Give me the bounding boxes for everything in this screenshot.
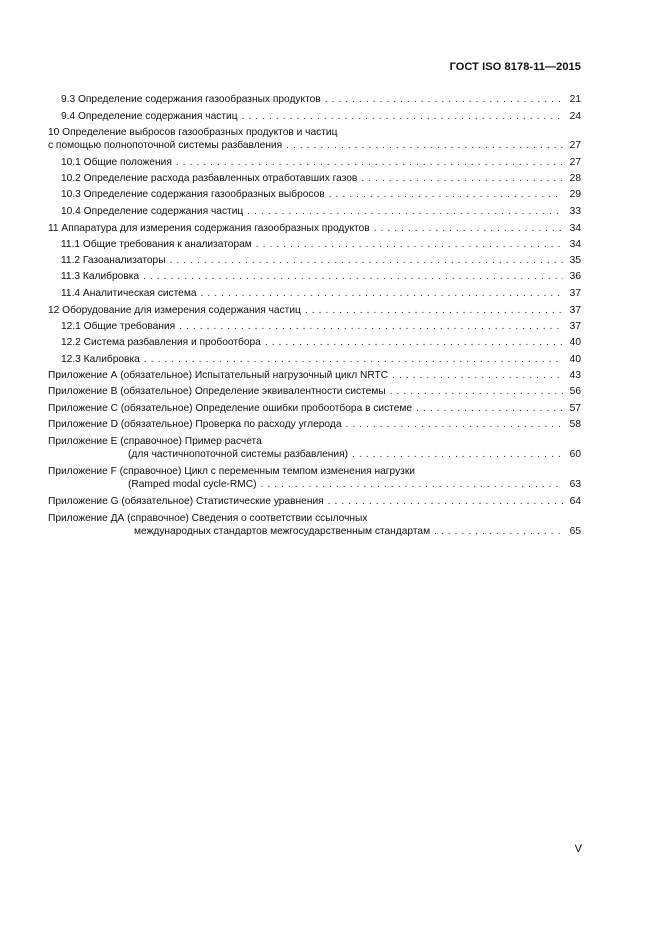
- leader-dots: [305, 304, 563, 317]
- toc-page-number: 37: [569, 305, 581, 316]
- leader-dots: [176, 156, 563, 169]
- toc-entry-title: Приложение В (обязательное) Определение эквивалентности системы: [48, 386, 386, 397]
- toc-page-number: 33: [569, 206, 581, 217]
- toc-entry-11-3[interactable]: [61, 270, 581, 283]
- toc-entry-9-4[interactable]: [61, 110, 581, 123]
- toc-page-number: 24: [569, 111, 581, 122]
- toc-page-number: 63: [569, 479, 581, 490]
- toc-page-number: 65: [569, 526, 581, 537]
- toc-entry-title: 11.4 Аналитическая система: [61, 288, 197, 299]
- toc-page-number: 37: [569, 288, 581, 299]
- toc-entry-12-2[interactable]: [61, 336, 581, 349]
- toc-entry-annex-f[interactable]: [48, 465, 581, 491]
- toc-page-number: 36: [569, 271, 581, 282]
- toc-page-number: 56: [569, 386, 581, 397]
- toc-entry-annex-g[interactable]: [48, 495, 581, 508]
- leader-dots: [416, 402, 563, 415]
- leader-dots: [201, 287, 563, 300]
- leader-dots: [361, 172, 563, 185]
- toc-page-number: 29: [569, 189, 581, 200]
- toc-entry-10-3[interactable]: [61, 188, 581, 201]
- leader-dots: [329, 188, 563, 201]
- toc-page-number: 35: [569, 255, 581, 266]
- toc-entry-title: Приложение G (обязательное) Статистические уравнения: [48, 496, 324, 507]
- toc-entry-title: 11.3 Калибровка: [61, 271, 140, 282]
- toc-page-number: 40: [569, 337, 581, 348]
- toc-entry-title: Приложение ДА (справочное) Сведения о соответствии ссылочных: [48, 513, 368, 524]
- toc-entry-title: Приложение А (обязательное) Испытательный нагрузочный цикл NRTC: [48, 370, 389, 381]
- page-number-footer: V: [574, 843, 582, 855]
- toc-page-number: 43: [569, 370, 581, 381]
- toc-entry-title: 10.2 Определение расхода разбавленных отработавших газов: [61, 173, 358, 184]
- leader-dots: [247, 205, 563, 218]
- toc-page-number: 40: [569, 354, 581, 365]
- toc-page-number: 27: [569, 140, 581, 151]
- toc-page-number: 64: [569, 496, 581, 507]
- toc-entry-annex-b[interactable]: [48, 385, 581, 398]
- toc-entry-title: Приложение D (обязательное) Проверка по расходу углерода: [48, 419, 342, 430]
- leader-dots: [256, 238, 563, 251]
- toc-entry-title: 10.1 Общие положения: [61, 157, 172, 168]
- toc-entry-title: 11.2 Газоанализаторы: [61, 255, 166, 266]
- leader-dots: [374, 222, 563, 235]
- leader-dots: [325, 93, 563, 106]
- toc-entry-annex-da[interactable]: [48, 512, 581, 538]
- toc-entry-10-4[interactable]: [61, 205, 581, 218]
- toc-entry-title: 10.4 Определение содержания частиц: [61, 206, 244, 217]
- leader-dots: [390, 385, 563, 398]
- leader-dots: [345, 418, 563, 431]
- toc-entry-title: 11 Аппаратура для измерения содержания газообразных продуктов: [48, 223, 370, 234]
- toc-entry-title-continued: (для частичнопоточной системы разбавления): [128, 449, 349, 460]
- document-header: ГОСТ ISO 8178-11—2015: [449, 61, 581, 73]
- toc-entry-title: Приложение С (обязательное) Определение ошибки пробоотбора в системе: [48, 403, 413, 414]
- leader-dots: [261, 478, 563, 491]
- toc-entry-10-1[interactable]: [61, 156, 581, 169]
- toc-entry-title: 12.3 Калибровка: [61, 354, 140, 365]
- leader-dots: [143, 270, 563, 283]
- leader-dots: [328, 495, 563, 508]
- toc-entry-11-2[interactable]: [61, 254, 581, 267]
- toc-entry-12-3[interactable]: [61, 353, 581, 366]
- toc-entry-title: 10 Определение выбросов газообразных продуктов и частиц: [48, 127, 338, 138]
- toc-entry-title: 11.1 Общие требования к анализаторам: [61, 239, 252, 250]
- toc-entry-12[interactable]: [48, 304, 581, 317]
- toc-entry-annex-a[interactable]: [48, 369, 581, 382]
- leader-dots: [286, 139, 563, 152]
- leader-dots: [434, 525, 563, 538]
- toc-entry-10[interactable]: [48, 126, 581, 152]
- toc-page-number: 34: [569, 223, 581, 234]
- leader-dots: [179, 320, 563, 333]
- toc-page-number: 58: [569, 419, 581, 430]
- toc-entry-11[interactable]: [48, 222, 581, 235]
- toc-entry-annex-e[interactable]: [48, 435, 581, 461]
- toc-entry-annex-d[interactable]: [48, 418, 581, 431]
- toc-entry-12-1[interactable]: [61, 320, 581, 333]
- toc-entry-9-3[interactable]: [61, 93, 581, 106]
- leader-dots: [144, 353, 563, 366]
- leader-dots: [392, 369, 563, 382]
- leader-dots: [170, 254, 563, 267]
- leader-dots: [352, 448, 563, 461]
- toc-page-number: 21: [569, 94, 581, 105]
- toc-entry-title: 12.1 Общие требования: [61, 321, 176, 332]
- toc-entry-title: 9.4 Определение содержания частиц: [61, 111, 238, 122]
- leader-dots: [265, 336, 563, 349]
- toc-entry-title: 10.3 Определение содержания газообразных выбросов: [61, 189, 325, 200]
- toc-page-number: 60: [569, 449, 581, 460]
- toc-entry-11-4[interactable]: [61, 287, 581, 300]
- toc-page-number: 37: [569, 321, 581, 332]
- toc-entry-title: 12 Оборудование для измерения содержания частиц: [48, 305, 301, 316]
- toc-entry-title: Приложение F (справочное) Цикл с переменным темпом изменения нагрузки: [48, 466, 415, 477]
- toc-entry-title: 9.3 Определение содержания газообразных продуктов: [61, 94, 321, 105]
- toc-entry-title-continued: с помощью полнопоточной системы разбавления: [48, 140, 283, 151]
- toc-entry-annex-c[interactable]: [48, 402, 581, 415]
- toc-page-number: 27: [569, 157, 581, 168]
- toc-entry-title-continued: международных стандартов межгосударственным стандартам: [134, 526, 431, 537]
- toc-entry-title-continued: (Ramped modal cycle-RMC): [128, 479, 257, 490]
- toc-entry-title: Приложение Е (справочное) Пример расчета: [48, 436, 262, 447]
- toc-entry-11-1[interactable]: [61, 238, 581, 251]
- toc-page-number: 57: [569, 403, 581, 414]
- leader-dots: [242, 110, 563, 123]
- toc-entry-10-2[interactable]: [61, 172, 581, 185]
- toc-page-number: 34: [569, 239, 581, 250]
- toc-entry-title: 12.2 Система разбавления и пробоотбора: [61, 337, 261, 348]
- toc-page-number: 28: [569, 173, 581, 184]
